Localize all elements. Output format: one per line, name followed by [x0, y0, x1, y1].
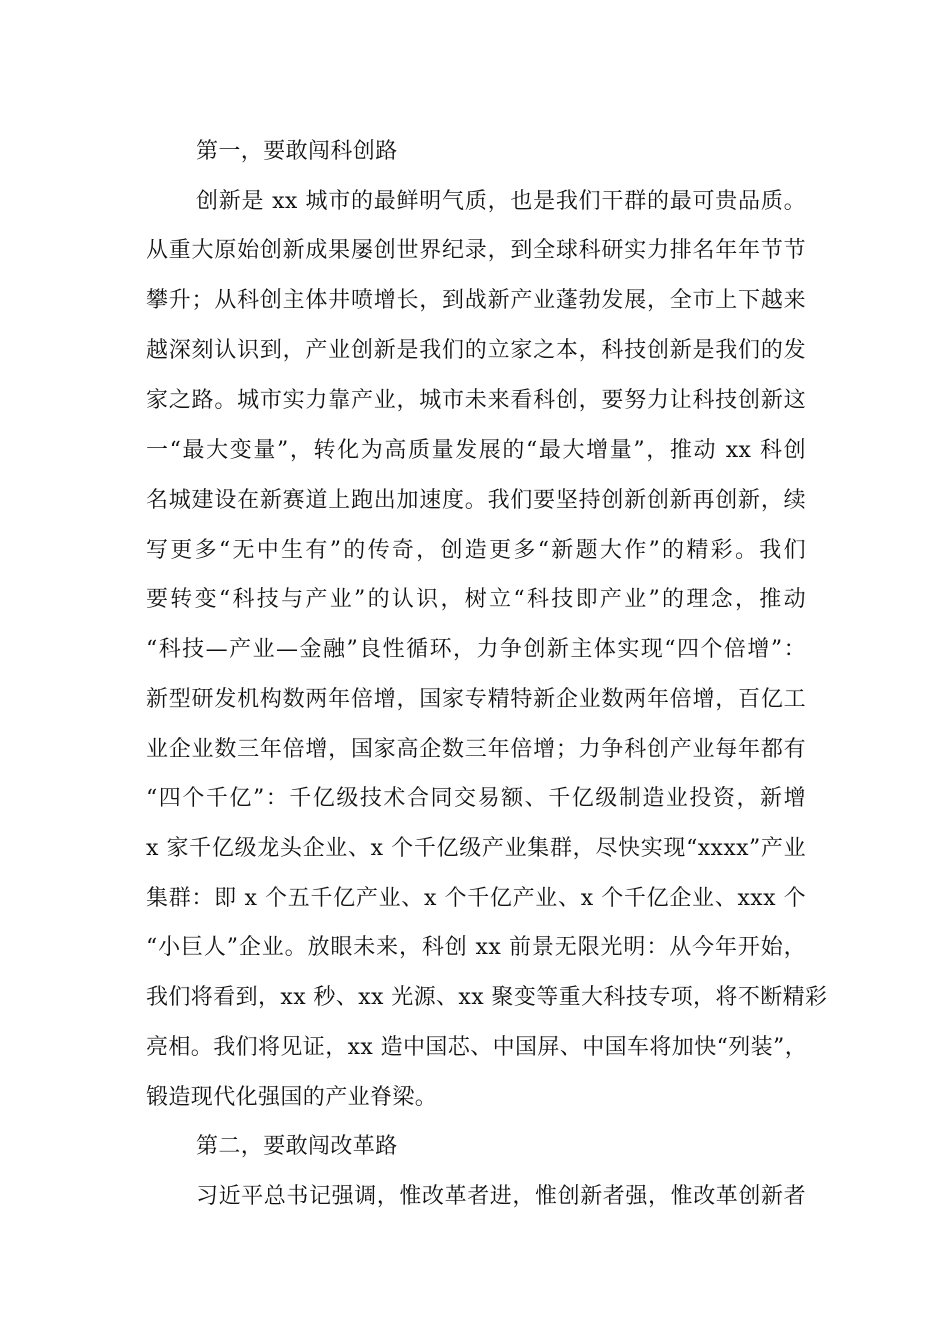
paragraph-line: 写更多“无中生有”的传奇，创造更多“新题大作”的精彩。我们	[146, 538, 806, 563]
paragraph-line: “小巨人”企业。放眼未来，科创 xx 前景无限光明：从今年开始，	[146, 935, 806, 960]
paragraph-line: 习近平总书记强调，惟改革者进，惟创新者强，惟改革创新者	[196, 1184, 806, 1209]
paragraph-line: 一“最大变量”，转化为高质量发展的“最大增量”，推动 xx 科创	[146, 438, 806, 463]
section-heading-2: 第二，要敢闯改革路	[196, 1134, 398, 1159]
paragraph-line: 集群：即 x 个五千亿产业、x 个千亿产业、x 个千亿企业、xxx 个	[146, 886, 806, 911]
paragraph-line: 新型研发机构数两年倍增，国家专精特新企业数两年倍增，百亿工	[146, 687, 806, 712]
paragraph-line: 从重大原始创新成果屡创世界纪录，到全球科研实力排名年年节节	[146, 238, 806, 263]
paragraph-line: x 家千亿级龙头企业、x 个千亿级产业集群，尽快实现“xxxx”产业	[146, 836, 806, 861]
paragraph-line: 家之路。城市实力靠产业，城市未来看科创，要努力让科技创新这	[146, 388, 806, 413]
paragraph-line: “四个千亿”：千亿级技术合同交易额、千亿级制造业投资，新增	[146, 786, 806, 811]
paragraph-line: 我们将看到，xx 秒、xx 光源、xx 聚变等重大科技专项，将不断精彩	[146, 985, 828, 1010]
paragraph-line: 攀升；从科创主体井喷增长，到战新产业蓬勃发展，全市上下越来	[146, 288, 806, 313]
paragraph-line: “科技—产业—金融”良性循环，力争创新主体实现“四个倍增”：	[146, 637, 806, 662]
paragraph-line: 要转变“科技与产业”的认识，树立“科技即产业”的理念，推动	[146, 587, 806, 612]
paragraph-line: 名城建设在新赛道上跑出加速度。我们要坚持创新创新再创新，续	[146, 488, 806, 513]
section-heading-1: 第一，要敢闯科创路	[196, 139, 398, 164]
paragraph-line: 创新是 xx 城市的最鲜明气质，也是我们干群的最可贵品质。	[196, 189, 806, 214]
paragraph-line: 越深刻认识到，产业创新是我们的立家之本，科技创新是我们的发	[146, 338, 806, 363]
paragraph-line: 锻造现代化强国的产业脊梁。	[146, 1085, 438, 1110]
paragraph-line: 亮相。我们将见证，xx 造中国芯、中国屏、中国车将加快“列装”，	[146, 1035, 808, 1060]
paragraph-line: 业企业数三年倍增，国家高企数三年倍增；力争科创产业每年都有	[146, 737, 806, 762]
